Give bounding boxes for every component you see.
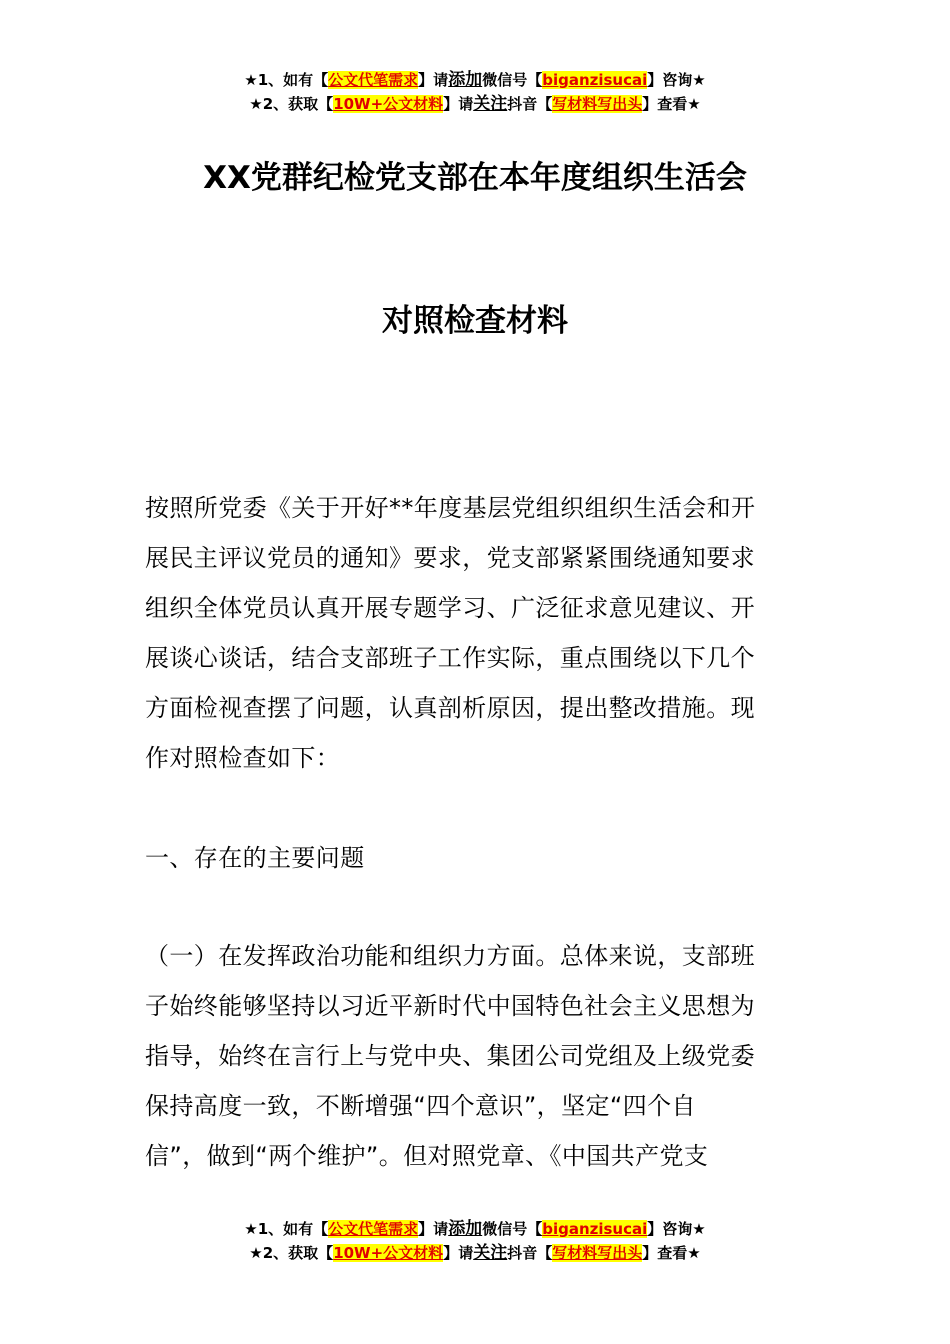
banner-line-2 <box>0 92 950 116</box>
banner-highlight: biganzisucai <box>542 71 648 89</box>
banner-text: 】咨询★ <box>647 71 706 89</box>
banner-emphasis: 关注 <box>473 1243 508 1263</box>
banner-highlight: 公文代笔需求 <box>328 71 419 89</box>
document-title-line-2: 对照检查材料 <box>382 303 568 339</box>
banner-text: 】请 <box>443 1244 474 1262</box>
banner-highlight: 写材料写出头 <box>552 1244 643 1262</box>
banner-text: 】咨询★ <box>647 1220 706 1238</box>
intro-paragraph-line: 按照所党委《关于开好**年度基层党组织组织生活会和开 <box>145 494 756 522</box>
banner-line-2 <box>0 1241 950 1265</box>
section-paragraph-line: 指导，始终在言行上与党中央、集团公司党组及上级党委 <box>145 1042 755 1070</box>
banner-highlight: 写材料写出头 <box>552 95 643 113</box>
banner-text: 】请 <box>418 1220 449 1238</box>
section-paragraph-line: 信”，做到“两个维护”。但对照党章、《中国共产党支 <box>145 1142 709 1170</box>
banner-text: 】请 <box>418 71 449 89</box>
intro-paragraph-line: 展民主评议党员的通知》要求，党支部紧紧围绕通知要求 <box>145 544 755 572</box>
banner-text: 微信号【 <box>482 71 543 89</box>
banner-emphasis: 添加 <box>448 70 483 90</box>
top-banner <box>0 68 950 116</box>
banner-text: ★2、获取【 <box>249 1244 334 1262</box>
intro-paragraph-line: 方面检视查摆了问题，认真剖析原因，提出整改措施。现 <box>145 694 755 722</box>
banner-text: 微信号【 <box>482 1220 543 1238</box>
banner-emphasis: 关注 <box>473 94 508 114</box>
banner-text: ★1、如有【 <box>244 71 329 89</box>
banner-highlight: 10W+公文材料 <box>333 1244 444 1262</box>
banner-text: 】请 <box>443 95 474 113</box>
banner-highlight: biganzisucai <box>542 1220 648 1238</box>
intro-paragraph-line: 作对照检查如下： <box>145 744 341 772</box>
section-paragraph-line: 子始终能够坚持以习近平新时代中国特色社会主义思想为 <box>145 992 755 1020</box>
banner-text: 】查看★ <box>642 95 701 113</box>
banner-line-1 <box>0 1217 950 1241</box>
document-title-line-1: XX党群纪检党支部在本年度组织生活会 <box>203 160 747 196</box>
banner-highlight: 公文代笔需求 <box>328 1220 419 1238</box>
section-paragraph-line: 保持高度一致，不断增强“四个意识”，坚定“四个自 <box>145 1092 696 1120</box>
bottom-banner <box>0 1217 950 1265</box>
intro-paragraph-line: 组织全体党员认真开展专题学习、广泛征求意见建议、开 <box>145 594 755 622</box>
banner-emphasis: 添加 <box>448 1219 483 1239</box>
intro-paragraph-line: 展谈心谈话，结合支部班子工作实际，重点围绕以下几个 <box>145 644 755 672</box>
section-paragraph-line: （一）在发挥政治功能和组织力方面。总体来说，支部班 <box>145 942 755 970</box>
banner-text: ★1、如有【 <box>244 1220 329 1238</box>
banner-text: 】查看★ <box>642 1244 701 1262</box>
banner-text: 抖音【 <box>507 1244 553 1262</box>
banner-text: ★2、获取【 <box>249 95 334 113</box>
banner-text: 抖音【 <box>507 95 553 113</box>
banner-highlight: 10W+公文材料 <box>333 95 444 113</box>
section-heading: 一、存在的主要问题 <box>145 844 365 872</box>
banner-line-1 <box>0 68 950 92</box>
